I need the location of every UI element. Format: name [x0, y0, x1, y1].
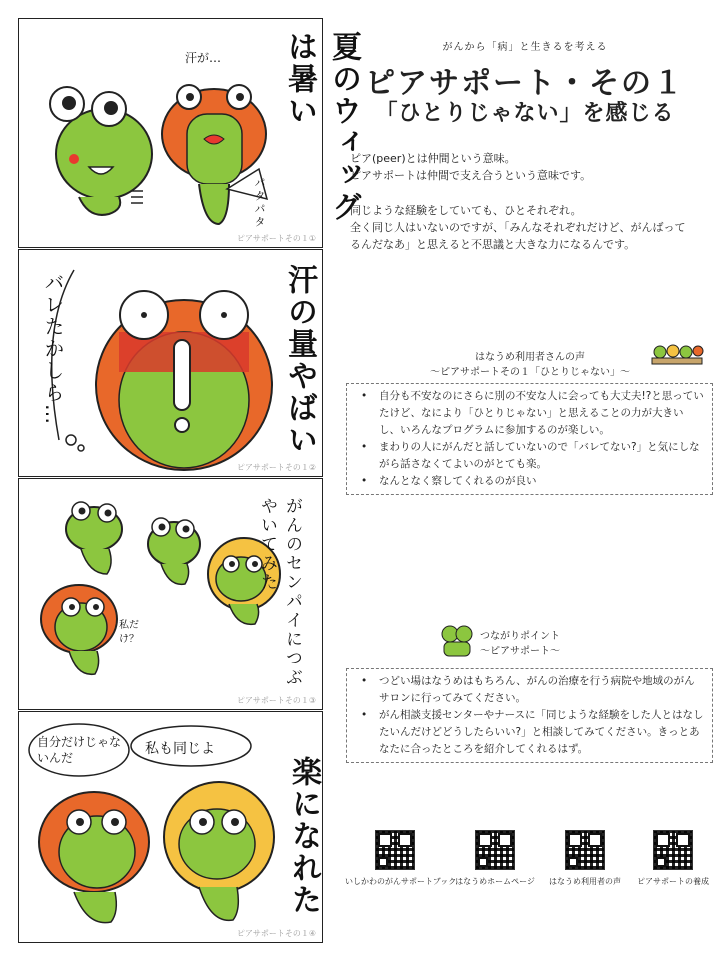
qr-label: いしかわのがんサポートブック — [345, 877, 457, 886]
voice-item: • 自分も不安なのにさらに別の不安な人に会っても大丈夫!?と思っていたけど、なにより「ひとりじゃない」と思えることの力が大きいし、いろんなプログラムに参加するのが楽しい。 — [357, 388, 704, 439]
qr-code-icon — [653, 830, 693, 870]
panel-1-main-text: 夏のウィッグは暑い — [282, 31, 361, 223]
panel-4-caption: ピアサポートその１④ — [236, 929, 316, 938]
sweat-text: 汗が… — [185, 51, 222, 65]
comic-panel-4 — [18, 711, 323, 943]
points-heading: つながりポイント — [480, 631, 560, 642]
voices-subheading: ～ピアサポートその１「ひとりじゃない」～ — [430, 367, 630, 378]
comic-panel-2 — [18, 249, 323, 477]
voice-item: • まわりの人にがんだと話していないので「バレてない?」と気にしながら話さなくてよいのがとても楽。 — [357, 439, 704, 473]
page-subtitle: 「ひとりじゃない」を感じる — [375, 101, 675, 126]
header-kicker: がんから「病」と生きるを考える — [442, 42, 608, 53]
intro-line-3: 同じような経験をしていても、ひとそれぞれ。 — [350, 204, 582, 217]
point-item: • がん相談支援センターやナースに「同じような経験をした人とはなしたいんだけどどうしたらいい?」と相談してみてください。きっとあなたに合ったところを紹介してくれるはず。 — [357, 707, 704, 758]
point-item: • つどい場はなうめはもちろん、がんの治療を行う病院や地域のがんサロンに行ってみてください。 — [357, 673, 704, 707]
intro-line-5: るんだなあ」と思えると不思議と大きな力になるんです。 — [350, 238, 636, 251]
intro-line-1: ピア(peer)とは仲間という意味。 — [350, 152, 516, 165]
qr-support-book[interactable] — [345, 830, 457, 887]
intro-line-4: 全く同じ人はいないのですが、「みんなそれぞれだけど、がんばって — [350, 221, 686, 234]
comic-panel-3 — [18, 478, 323, 710]
fan-sound-text: パタパタ — [253, 177, 266, 229]
comic-panel-1 — [18, 18, 361, 248]
panel-1-caption: ピアサポートその１① — [236, 234, 316, 243]
qr-label: はなうめホームページ — [455, 877, 535, 886]
panel-3-main-text: がんのセンパイにつぶやいてみた — [257, 497, 302, 687]
voice-item: • なんとなく察してくれるのが良い — [357, 473, 704, 490]
panel-2-main-text: 汗の量やばい — [282, 264, 317, 456]
right-speech-bubble: 私も同じよ — [145, 741, 215, 757]
panel-4-main-text: 楽になれた — [286, 756, 321, 916]
qr-code-icon — [565, 830, 605, 870]
qr-code-icon — [375, 830, 415, 870]
qr-code-icon — [475, 830, 515, 870]
thought-text: バレたかしら… — [41, 272, 65, 426]
qr-peer-training[interactable] — [632, 830, 714, 887]
intro-line-2: ピアサポートは仲間で支え合うという意味です。 — [350, 169, 592, 182]
panel-2-caption: ピアサポートその１② — [236, 463, 316, 472]
points-box — [346, 668, 713, 763]
left-speech-bubble: 自分だけじゃないんだ — [37, 735, 122, 765]
panel-3-caption: ピアサポートその１③ — [236, 696, 316, 705]
voices-box — [346, 383, 713, 495]
voices-heading: はなうめ利用者さんの声 — [475, 352, 585, 363]
page-title: ピアサポート・その１ — [365, 66, 685, 101]
points-subheading: ～ピアサポート～ — [480, 646, 560, 657]
panel-3-small-text: 私だけ？ — [119, 620, 139, 645]
qr-label: ピアサポートの養成 — [637, 877, 709, 886]
qr-user-voices[interactable] — [545, 830, 625, 887]
qr-homepage[interactable] — [450, 830, 540, 887]
qr-label: はなうめ利用者の声 — [549, 877, 621, 886]
